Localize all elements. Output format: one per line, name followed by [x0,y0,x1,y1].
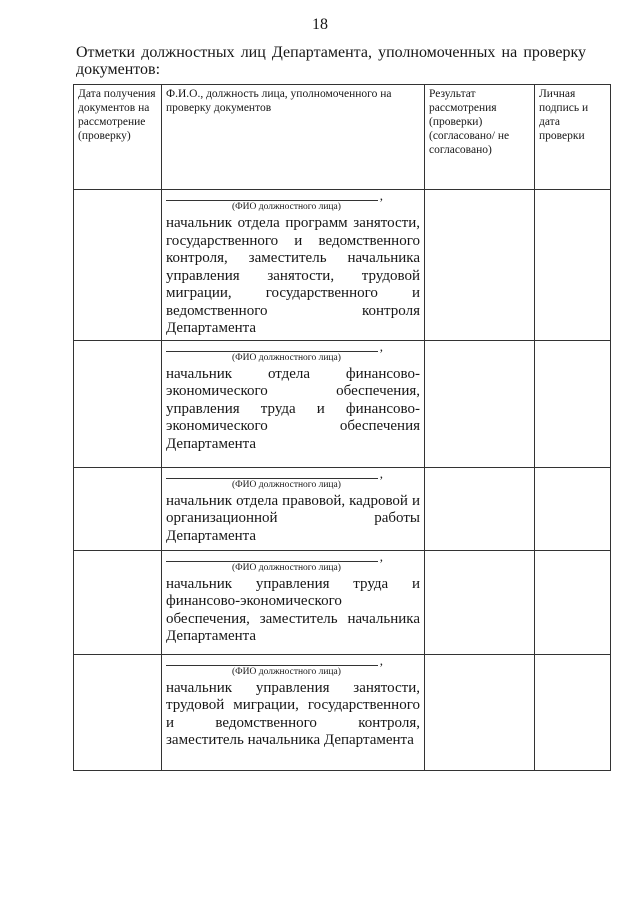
table-row [74,190,611,341]
name-cell [162,467,425,550]
fio-caption: (ФИО должностного лица) [232,202,341,212]
signature-line[interactable] [166,553,378,562]
date-cell[interactable] [74,340,162,467]
fio-caption: (ФИО должностного лица) [232,352,341,363]
header-name: Ф.И.О., должность лица, уполномоченного на проверку документов [162,85,425,190]
position-text: начальник отдела программ занятости, государственного и ведомственного контроля, заместитель начальника управления занятости, трудовой миграции, государственного и ведомственного контроля Департамента [166,215,420,336]
date-cell[interactable] [74,190,162,341]
signature-cell[interactable] [535,467,611,550]
position-text: начальник управления труда и финансово-экономического обеспечения, заместитель начальника Департамента [166,575,420,644]
signature-cell[interactable] [535,340,611,467]
date-cell[interactable] [74,654,162,770]
signature-cell[interactable] [535,190,611,341]
result-cell[interactable] [425,340,535,467]
result-cell[interactable] [425,467,535,550]
result-cell[interactable] [425,190,535,341]
page-number: 18 [312,16,328,33]
approvals-table [73,84,611,771]
result-cell[interactable] [425,654,535,770]
signature-line[interactable] [166,343,378,352]
table-header-row [74,85,611,190]
header-date: Дата получения документов на рассмотрение (проверку) [74,85,162,190]
signature-cell[interactable] [535,654,611,770]
table-row [74,654,611,770]
fio-caption: (ФИО должностного лица) [232,666,341,677]
name-cell [162,654,425,770]
signature-line[interactable] [166,470,378,479]
table-row [74,467,611,550]
table-row [74,550,611,654]
position-text: начальник отдела финансово-экономического обеспечения, управления труда и финансово-экономического обеспечения Департамента [166,365,420,452]
table-row [74,340,611,467]
name-cell [162,550,425,654]
signature-line[interactable] [166,657,378,666]
position-text: начальник отдела правовой, кадровой и организационной работы Департамента [166,492,420,544]
name-cell [162,340,425,467]
signature-line[interactable] [166,192,378,201]
date-cell[interactable] [74,467,162,550]
signature-cell[interactable] [535,550,611,654]
fio-caption: (ФИО должностного лица) [232,562,341,573]
fio-caption: (ФИО должностного лица) [232,479,341,490]
section-heading: Отметки должностных лиц Департамента, уполномоченных на проверку документов: [76,44,586,78]
result-cell[interactable] [425,550,535,654]
date-cell[interactable] [74,550,162,654]
position-text: начальник управления занятости, трудовой миграции, государственного и ведомственного контроля, заместитель начальника Департамента [166,679,420,748]
header-result: Результат рассмотрения (проверки) (согласовано/ не согласовано) [425,85,535,190]
header-signature: Личная подпись и дата проверки [535,85,611,190]
name-cell [162,190,425,341]
